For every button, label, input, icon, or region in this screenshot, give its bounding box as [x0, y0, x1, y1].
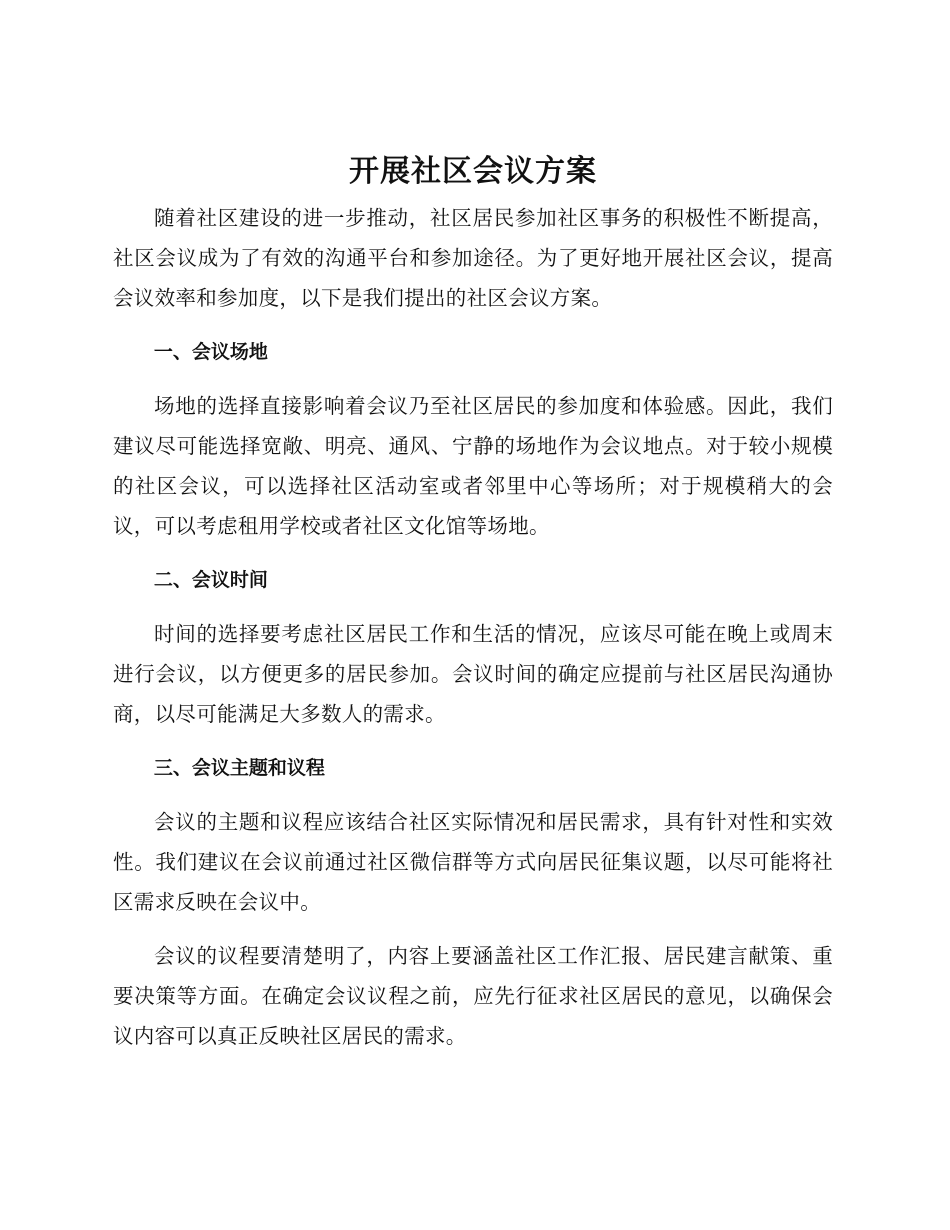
section-venue [113, 332, 833, 546]
venue-paragraph: 场地的选择直接影响着会议乃至社区居民的参加度和体验感。因此，我们建议尽可能选择宽敞、明亮、通风、宁静的场地作为会议地点。对于较小规模的社区会议，可以选择社区活动室或者邻里中心等场所；对于规模稍大的会议，可以考虑租用学校或者社区文化馆等场地。 [113, 394, 833, 538]
section-heading-topic-agenda: 三、会议主题和议程 [153, 757, 325, 779]
section-heading-venue: 一、会议场地 [153, 341, 268, 363]
section-time [113, 560, 833, 734]
time-paragraph: 时间的选择要考虑社区居民工作和生活的情况，应该尽可能在晚上或周末进行会议，以方便更多的居民参加。会议时间的确定应提前与社区居民沟通协商，以尽可能满足大多数人的需求。 [113, 622, 833, 726]
intro-paragraph: 随着社区建设的进一步推动，社区居民参加社区事务的积极性不断提高，社区会议成为了有效的沟通平台和参加途径。为了更好地开展社区会议，提高会议效率和参加度，以下是我们提出的社区会议方案。 [113, 206, 833, 310]
agenda-paragraph: 会议的议程要清楚明了，内容上要涵盖社区工作汇报、居民建言献策、重要决策等方面。在确定会议议程之前，应先行征求社区居民的意见，以确保会议内容可以真正反映社区居民的需求。 [113, 944, 833, 1048]
section-topic-agenda [113, 748, 833, 1056]
document-page [113, 150, 833, 1056]
topic-paragraph: 会议的主题和议程应该结合社区实际情况和居民需求，具有针对性和实效性。我们建议在会议前通过社区微信群等方式向居民征集议题，以尽可能将社区需求反映在会议中。 [113, 810, 833, 914]
section-heading-time: 二、会议时间 [153, 569, 268, 591]
document-title: 开展社区会议方案 [349, 154, 597, 189]
